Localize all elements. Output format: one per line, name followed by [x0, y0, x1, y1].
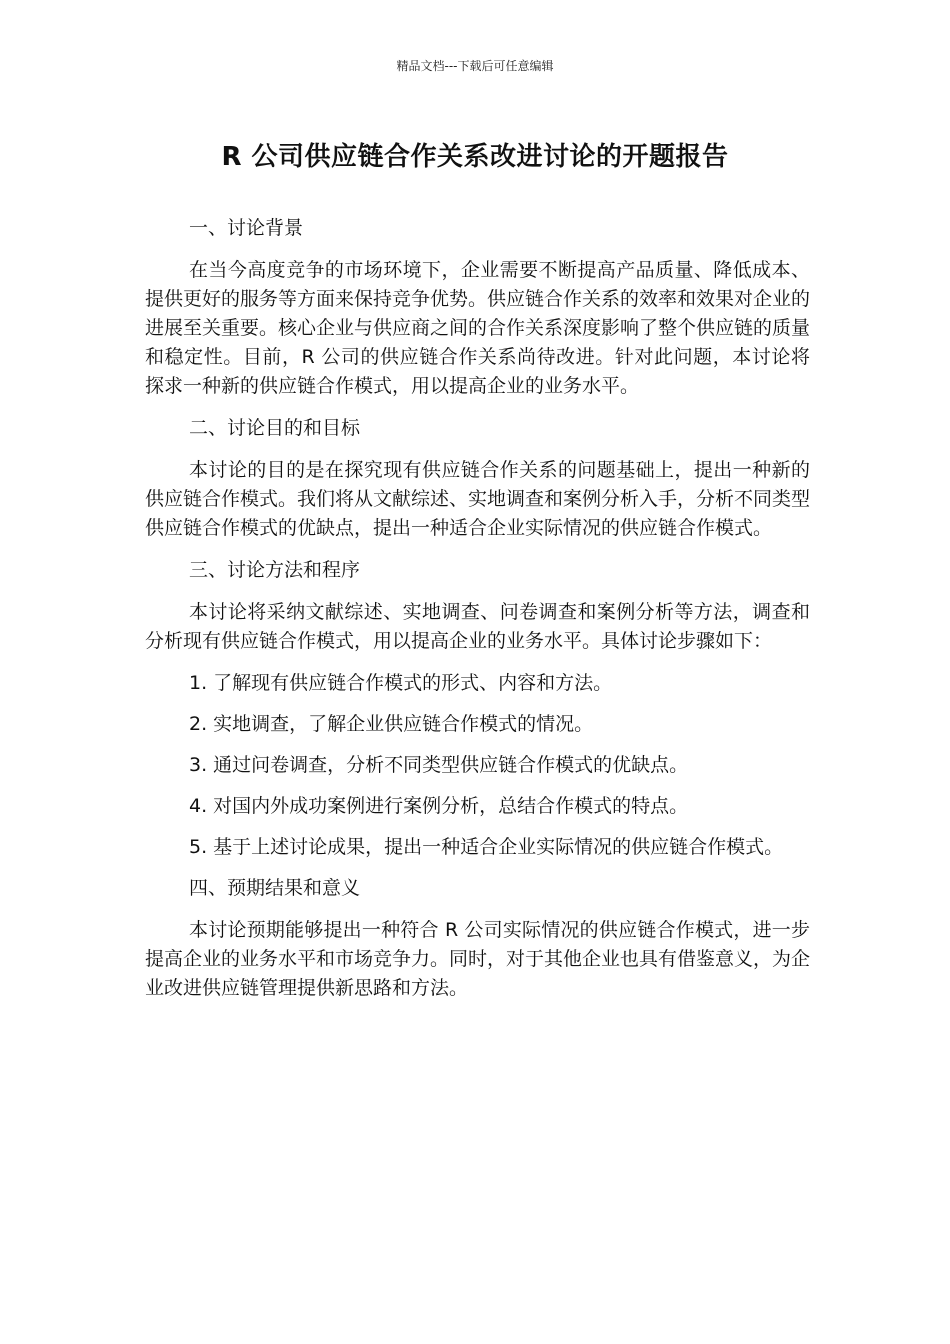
section-heading-results: 四、预期结果和意义: [189, 877, 361, 899]
section-heading-objectives: 二、讨论目的和目标: [189, 417, 361, 439]
section-heading-methods: 三、讨论方法和程序: [189, 559, 361, 581]
list-item: 5. 基于上述讨论成果，提出一种适合企业实际情况的供应链合作模式。: [189, 836, 784, 858]
document-body: [145, 214, 810, 1016]
section-paragraph-results: 本讨论预期能够提出一种符合 R 公司实际情况的供应链合作模式，进一步提高企业的业务水平和市场竞争力。同时，对于其他企业也具有借鉴意义，为企业改进供应链管理提供新思路和方法。: [145, 919, 811, 999]
document-title: R 公司供应链合作关系改进讨论的开题报告: [221, 142, 729, 172]
section-heading-background: 一、讨论背景: [189, 217, 304, 239]
list-item: 1. 了解现有供应链合作模式的形式、内容和方法。: [189, 672, 613, 694]
section-paragraph-methods: 本讨论将采纳文献综述、实地调查、问卷调查和案例分析等方法，调查和分析现有供应链合作模式，用以提高企业的业务水平。具体讨论步骤如下：: [145, 601, 810, 652]
list-item: 4. 对国内外成功案例进行案例分析，总结合作模式的特点。: [189, 795, 689, 817]
section-paragraph-background: 在当今高度竞争的市场环境下，企业需要不断提高产品质量、降低成本、提供更好的服务等方面来保持竞争优势。供应链合作关系的效率和效果对企业的进展至关重要。核心企业与供应商之间的合作关系深度影响了整个供应链的质量和稳定性。目前，R 公司的供应链合作关系尚待改进。针对此问题，本讨论将探求一种新的供应链合作模式，用以提高企业的业务水平。: [145, 259, 811, 397]
list-item: 2. 实地调查，了解企业供应链合作模式的情况。: [189, 713, 594, 735]
section-paragraph-objectives: 本讨论的目的是在探究现有供应链合作关系的问题基础上，提出一种新的供应链合作模式。我们将从文献综述、实地调查和案例分析入手，分析不同类型供应链合作模式的优缺点，提出一种适合企业实际情况的供应链合作模式。: [145, 459, 811, 539]
list-item: 3. 通过问卷调查，分析不同类型供应链合作模式的优缺点。: [189, 754, 689, 776]
page-header-note: 精品文档---下载后可任意编辑: [396, 59, 554, 73]
